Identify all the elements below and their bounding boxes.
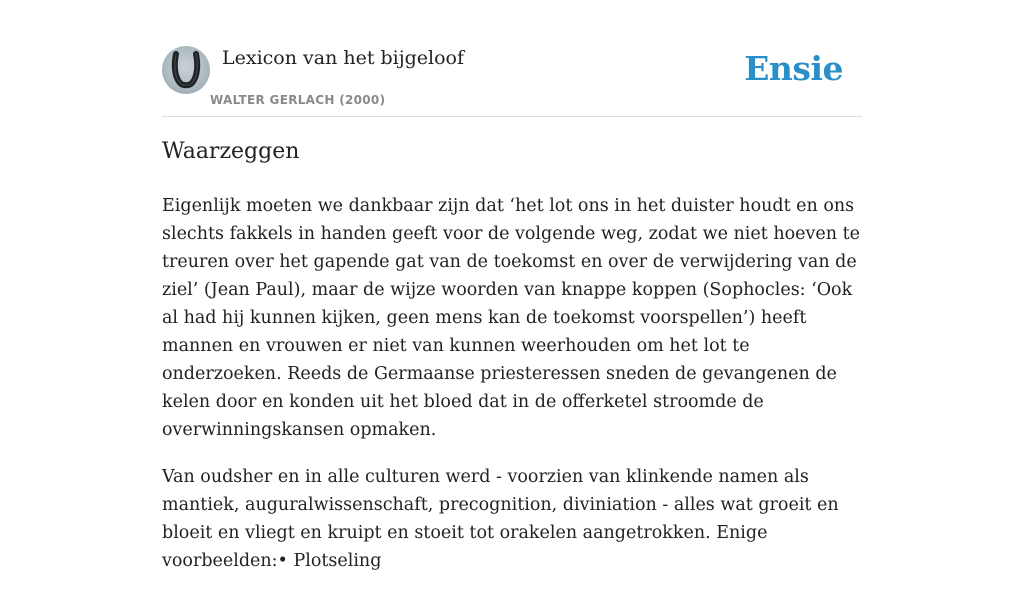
header xyxy=(162,46,862,117)
paragraph: Van oudsher en in alle culturen werd - voorzien van klinkende namen als mantiek, auguralwissenschaft, precognition, diviniation - alles wat groeit en bloeit en vliegt en kruipt en stoeit tot orakelen aangetrokken. Enige voorbeelden:• Plotseling xyxy=(162,467,839,571)
paragraph: Eigenlijk moeten we dankbaar zijn dat ‘het lot ons in het duister houdt en ons slechts fakkels in handen geeft voor de volgende weg, zodat we niet hoeven te treuren over het gapende gat van de toekomst en over de verwijdering van de ziel’ (Jean Paul), maar de wijze woorden van knappe koppen (Sophocles: ‘Ook al had hij kunnen kijken, geen mens kan de toekomst voorspellen’) heeft mannen en vrouwen er niet van kunnen weerhouden om het lot te onderzoeken. Reeds de Germaanse priesteressen sneden de gevangenen de kelen door en konden uit het bloed dat in de offerketel stroomde de overwinningskansen opmaken. xyxy=(162,196,860,440)
brand-logo[interactable]: Ensie xyxy=(744,49,843,88)
article-body xyxy=(162,192,862,594)
author-label[interactable]: WALTER GERLACH (2000) xyxy=(210,93,386,107)
horseshoe-icon xyxy=(162,46,210,94)
book-title[interactable]: Lexicon van het bijgeloof xyxy=(222,47,465,69)
book-avatar[interactable] xyxy=(162,46,210,94)
article-title: Waarzeggen xyxy=(162,139,300,164)
